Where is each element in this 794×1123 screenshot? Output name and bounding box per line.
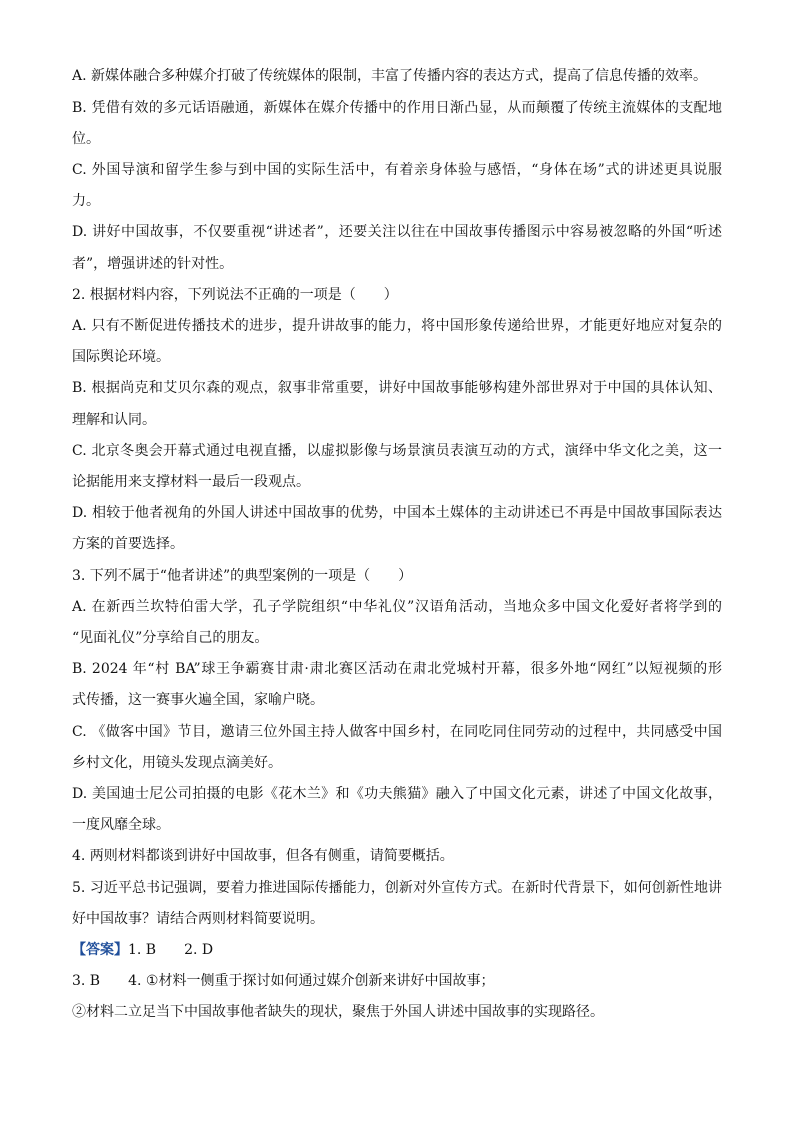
answer-q2: 2. D (184, 942, 214, 958)
text-line: 者”，增强讲述的针对性。 (72, 256, 234, 272)
text-line: B. 根据尚克和艾贝尔森的观点，叙事非常重要，讲好中国故事能够构建外部世界对于中国的具体认知、 (72, 380, 722, 396)
text-line: A. 只有不断促进传播技术的进步，提升讲故事的能力，将中国形象传递给世界，才能更好地应对复杂的 (72, 318, 722, 334)
text-line: C. 北京冬奥会开幕式通过电视直播，以虚拟影像与场景演员表演互动的方式，演绎中华文化之美，这一 (72, 443, 722, 459)
text-line: B. 凭借有效的多元话语融通，新媒体在媒介传播中的作用日渐凸显，从而颠覆了传统主流媒体的支配地 (72, 100, 722, 116)
text-line: “见面礼仪”分享给自己的朋友。 (72, 630, 269, 646)
text-line: 论据能用来支撑材料一最后一段观点。 (72, 474, 310, 490)
text-line: 一度风靡全球。 (72, 817, 170, 833)
text-line: 方案的首要选择。 (72, 536, 184, 552)
question-4: 4. 两则材料都谈到讲好中国故事，但各有侧重，请简要概括。 (72, 848, 454, 864)
answer-line (72, 940, 722, 960)
text-line: 位。 (72, 131, 100, 147)
text-line: A. 在新西兰坎特伯雷大学，孔子学院组织“中华礼仪”汉语角活动，当地众多中国文化爱好者将学到的 (72, 599, 722, 615)
text-line: 乡村文化，用镜头发现点滴美好。 (72, 755, 282, 771)
text-line: A. 新媒体融合多种媒介打破了传统媒体的限制，丰富了传播内容的表达方式，提高了信息传播的效率。 (72, 68, 708, 84)
text-line: 式传播，这一赛事火遍全国，家喻户晓。 (72, 692, 324, 708)
text-line: C. 《做客中国》节目，邀请三位外国主持人做客中国乡村，在同吃同住同劳动的过程中，共同感受中国 (72, 724, 722, 740)
text-line: 理解和认同。 (72, 412, 156, 428)
answer-q4-part1: 4. ①材料一侧重于探讨如何通过媒介创新来讲好中国故事； (128, 973, 495, 989)
answer-q1: 1. B (128, 942, 157, 958)
text-line: D. 讲好中国故事，不仅要重视“讲述者”，还要关注以往在中国故事传播图示中容易被忽略的外国“听述 (72, 224, 722, 240)
answer-line-2 (72, 971, 722, 991)
answer-q4-part2: ②材料二立足当下中国故事他者缺失的现状，聚焦于外国人讲述中国故事的实现路径。 (72, 1004, 604, 1020)
text-line: 国际舆论环境。 (72, 349, 170, 365)
question-2: 2. 根据材料内容，下列说法不正确的一项是（ ） (72, 287, 398, 303)
text-line: C. 外国导演和留学生参与到中国的实际生活中，有着亲身体验与感悟，“身体在场”式的讲述更具说服 (72, 162, 722, 178)
question-5: 5. 习近平总书记强调，要着力推进国际传播能力，创新对外宣传方式。在新时代背景下，如何创新性地讲 (72, 880, 722, 896)
answer-label: 【答案】 (72, 942, 128, 958)
text-line: D. 美国迪士尼公司拍摄的电影《花木兰》和《功夫熊猫》融入了中国文化元素，讲述了中国文化故事， (72, 786, 722, 802)
text-line: D. 相较于他者视角的外国人讲述中国故事的优势，中国本土媒体的主动讲述已不再是中国故事国际表达 (72, 505, 722, 521)
question-3: 3. 下列不属于“他者讲述”的典型案例的一项是（ ） (72, 568, 413, 584)
answer-q3: 3. B (72, 973, 101, 989)
text-line: 好中国故事？请结合两则材料简要说明。 (72, 911, 324, 927)
text-line: B. 2024 年“村 BA”球王争霸赛甘肃·肃北赛区活动在肃北党城村开幕，很多外地“网红”以短视频的形 (72, 661, 722, 677)
text-line: 力。 (72, 193, 100, 209)
